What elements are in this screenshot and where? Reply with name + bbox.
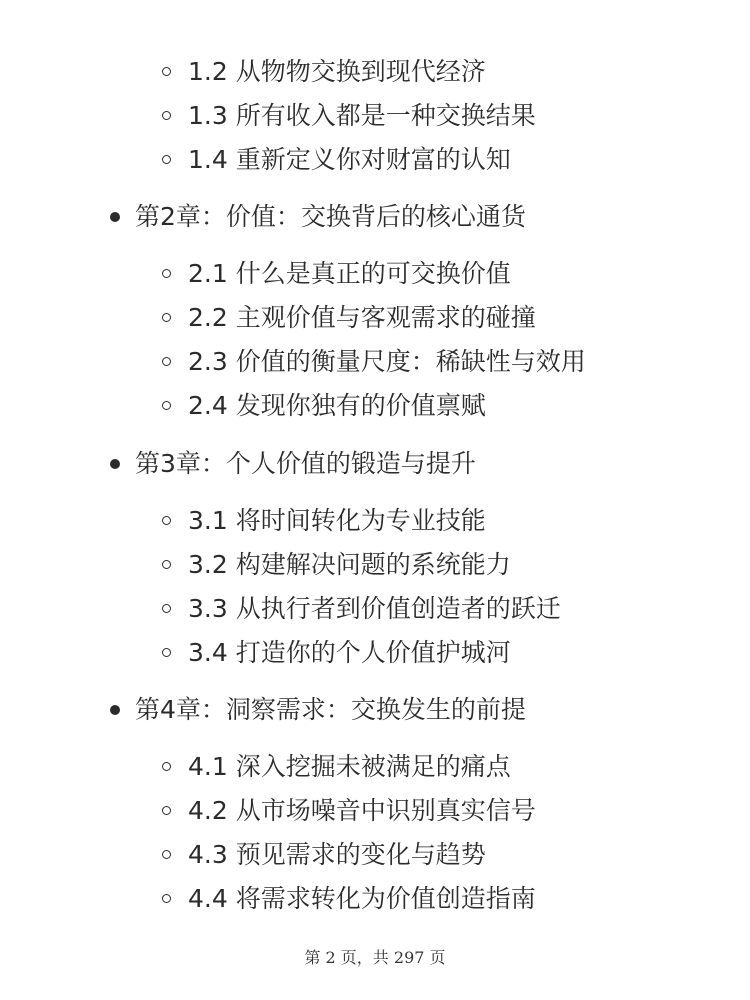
hollow-bullet-icon <box>162 67 171 76</box>
hollow-bullet-icon <box>162 516 171 525</box>
toc-section-label: 2.3 价值的衡量尺度：稀缺性与效用 <box>188 347 586 376</box>
filled-bullet-icon <box>110 212 120 222</box>
toc-section-label: 1.4 重新定义你对财富的认知 <box>188 145 511 174</box>
hollow-bullet-icon <box>162 155 171 164</box>
toc-section-label: 3.2 构建解决问题的系统能力 <box>188 550 511 579</box>
hollow-bullet-icon <box>162 648 171 657</box>
hollow-bullet-icon <box>162 894 171 903</box>
toc-section-label: 1.2 从物物交换到现代经济 <box>188 57 486 86</box>
hollow-bullet-icon <box>162 560 171 569</box>
toc-section-label: 2.2 主观价值与客观需求的碰撞 <box>188 303 536 332</box>
hollow-bullet-icon <box>162 850 171 859</box>
toc-chapter-label: 第3章：个人价值的锻造与提升 <box>135 449 476 478</box>
hollow-bullet-icon <box>162 313 171 322</box>
toc-section-label: 4.1 深入挖掘未被满足的痛点 <box>188 752 511 781</box>
filled-bullet-icon <box>110 705 120 715</box>
hollow-bullet-icon <box>162 269 171 278</box>
hollow-bullet-icon <box>162 604 171 613</box>
page-number-footer: 第 2 页，共 297 页 <box>304 948 446 967</box>
toc-section-label: 4.4 将需求转化为价值创造指南 <box>188 884 536 913</box>
hollow-bullet-icon <box>162 357 171 366</box>
hollow-bullet-icon <box>162 401 171 410</box>
toc-section-label: 3.1 将时间转化为专业技能 <box>188 506 486 535</box>
toc-chapter-label: 第2章：价值：交换背后的核心通货 <box>135 202 526 231</box>
toc-section-label: 4.2 从市场噪音中识别真实信号 <box>188 796 536 825</box>
toc-section-label: 2.4 发现你独有的价值禀赋 <box>188 391 486 420</box>
hollow-bullet-icon <box>162 762 171 771</box>
filled-bullet-icon <box>110 459 120 469</box>
toc-section-label: 3.3 从执行者到价值创造者的跃迁 <box>188 594 561 623</box>
toc-chapter-label: 第4章：洞察需求：交换发生的前提 <box>135 695 526 724</box>
hollow-bullet-icon <box>162 111 171 120</box>
toc-section-label: 4.3 预见需求的变化与趋势 <box>188 840 486 869</box>
toc-section-label: 1.3 所有收入都是一种交换结果 <box>188 101 536 130</box>
toc-section-label: 3.4 打造你的个人价值护城河 <box>188 638 511 667</box>
toc-section-label: 2.1 什么是真正的可交换价值 <box>188 259 511 288</box>
hollow-bullet-icon <box>162 806 171 815</box>
